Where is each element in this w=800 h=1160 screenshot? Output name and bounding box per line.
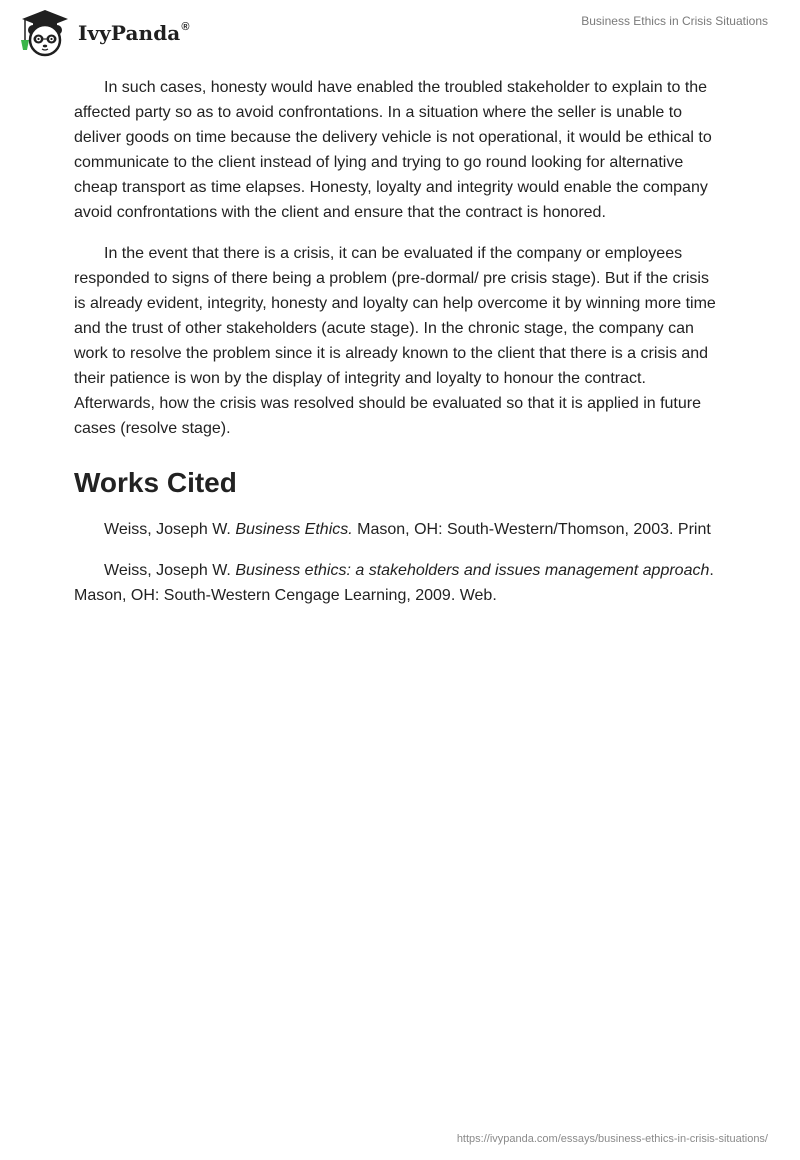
body-paragraph: In the event that there is a crisis, it can be evaluated if the company or employees responded to signs of there being a problem (pre-dormal/ pre crisis stage). But if the crisis is already evident, integrity, honesty and loyalty can help overcome it by winning more time and the trust of other stakeholders (acute stage). In the chronic stage, the company can work to resolve the problem since it is already known to the client that there is a crisis and their patience is won by the display of integrity and loyalty to honour the contract. Afterwards, how the crisis was resolved should be evaluated so that it is applied in future cases (resolve stage).	[74, 245, 716, 437]
body-paragraph: In such cases, honesty would have enabled the troubled stakeholder to explain to the affected party so as to avoid confrontations. In a situation where the seller is unable to deliver goods on time because the delivery vehicle is not operational, it would be ethical to communicate to the client instead of lying and trying to go round looking for alternative cheap transport as time elapses. Honesty, loyalty and integrity would enable the company avoid confrontations with the client and ensure that the contract is honored.	[74, 79, 712, 221]
citation-publisher: . Mason, OH: South-Western Cengage Learning, 2009. Web.	[74, 562, 714, 604]
citation-publisher: Mason, OH: South-Western/Thomson, 2003. Print	[352, 521, 711, 538]
citation-author: Weiss, Joseph W.	[104, 562, 236, 579]
ivypanda-logo[interactable]	[16, 8, 190, 58]
citation-title: Business ethics: a stakeholders and issues management approach	[235, 562, 710, 579]
citation-entry	[74, 517, 724, 542]
page-header	[0, 0, 800, 70]
registered-mark: ®	[181, 21, 190, 34]
citation-entry	[74, 558, 724, 608]
panda-graduate-icon	[16, 8, 74, 58]
works-cited-heading: Works Cited	[74, 467, 237, 498]
document-title: Business Ethics in Crisis Situations	[581, 14, 768, 28]
logo-wordmark: IvyPanda®	[78, 21, 190, 45]
source-url[interactable]: https://ivypanda.com/essays/business-ethics-in-crisis-situations/	[456, 1133, 768, 1145]
citation-title: Business Ethics.	[235, 521, 353, 538]
citation-author: Weiss, Joseph W.	[104, 521, 236, 538]
document-body	[74, 75, 724, 624]
